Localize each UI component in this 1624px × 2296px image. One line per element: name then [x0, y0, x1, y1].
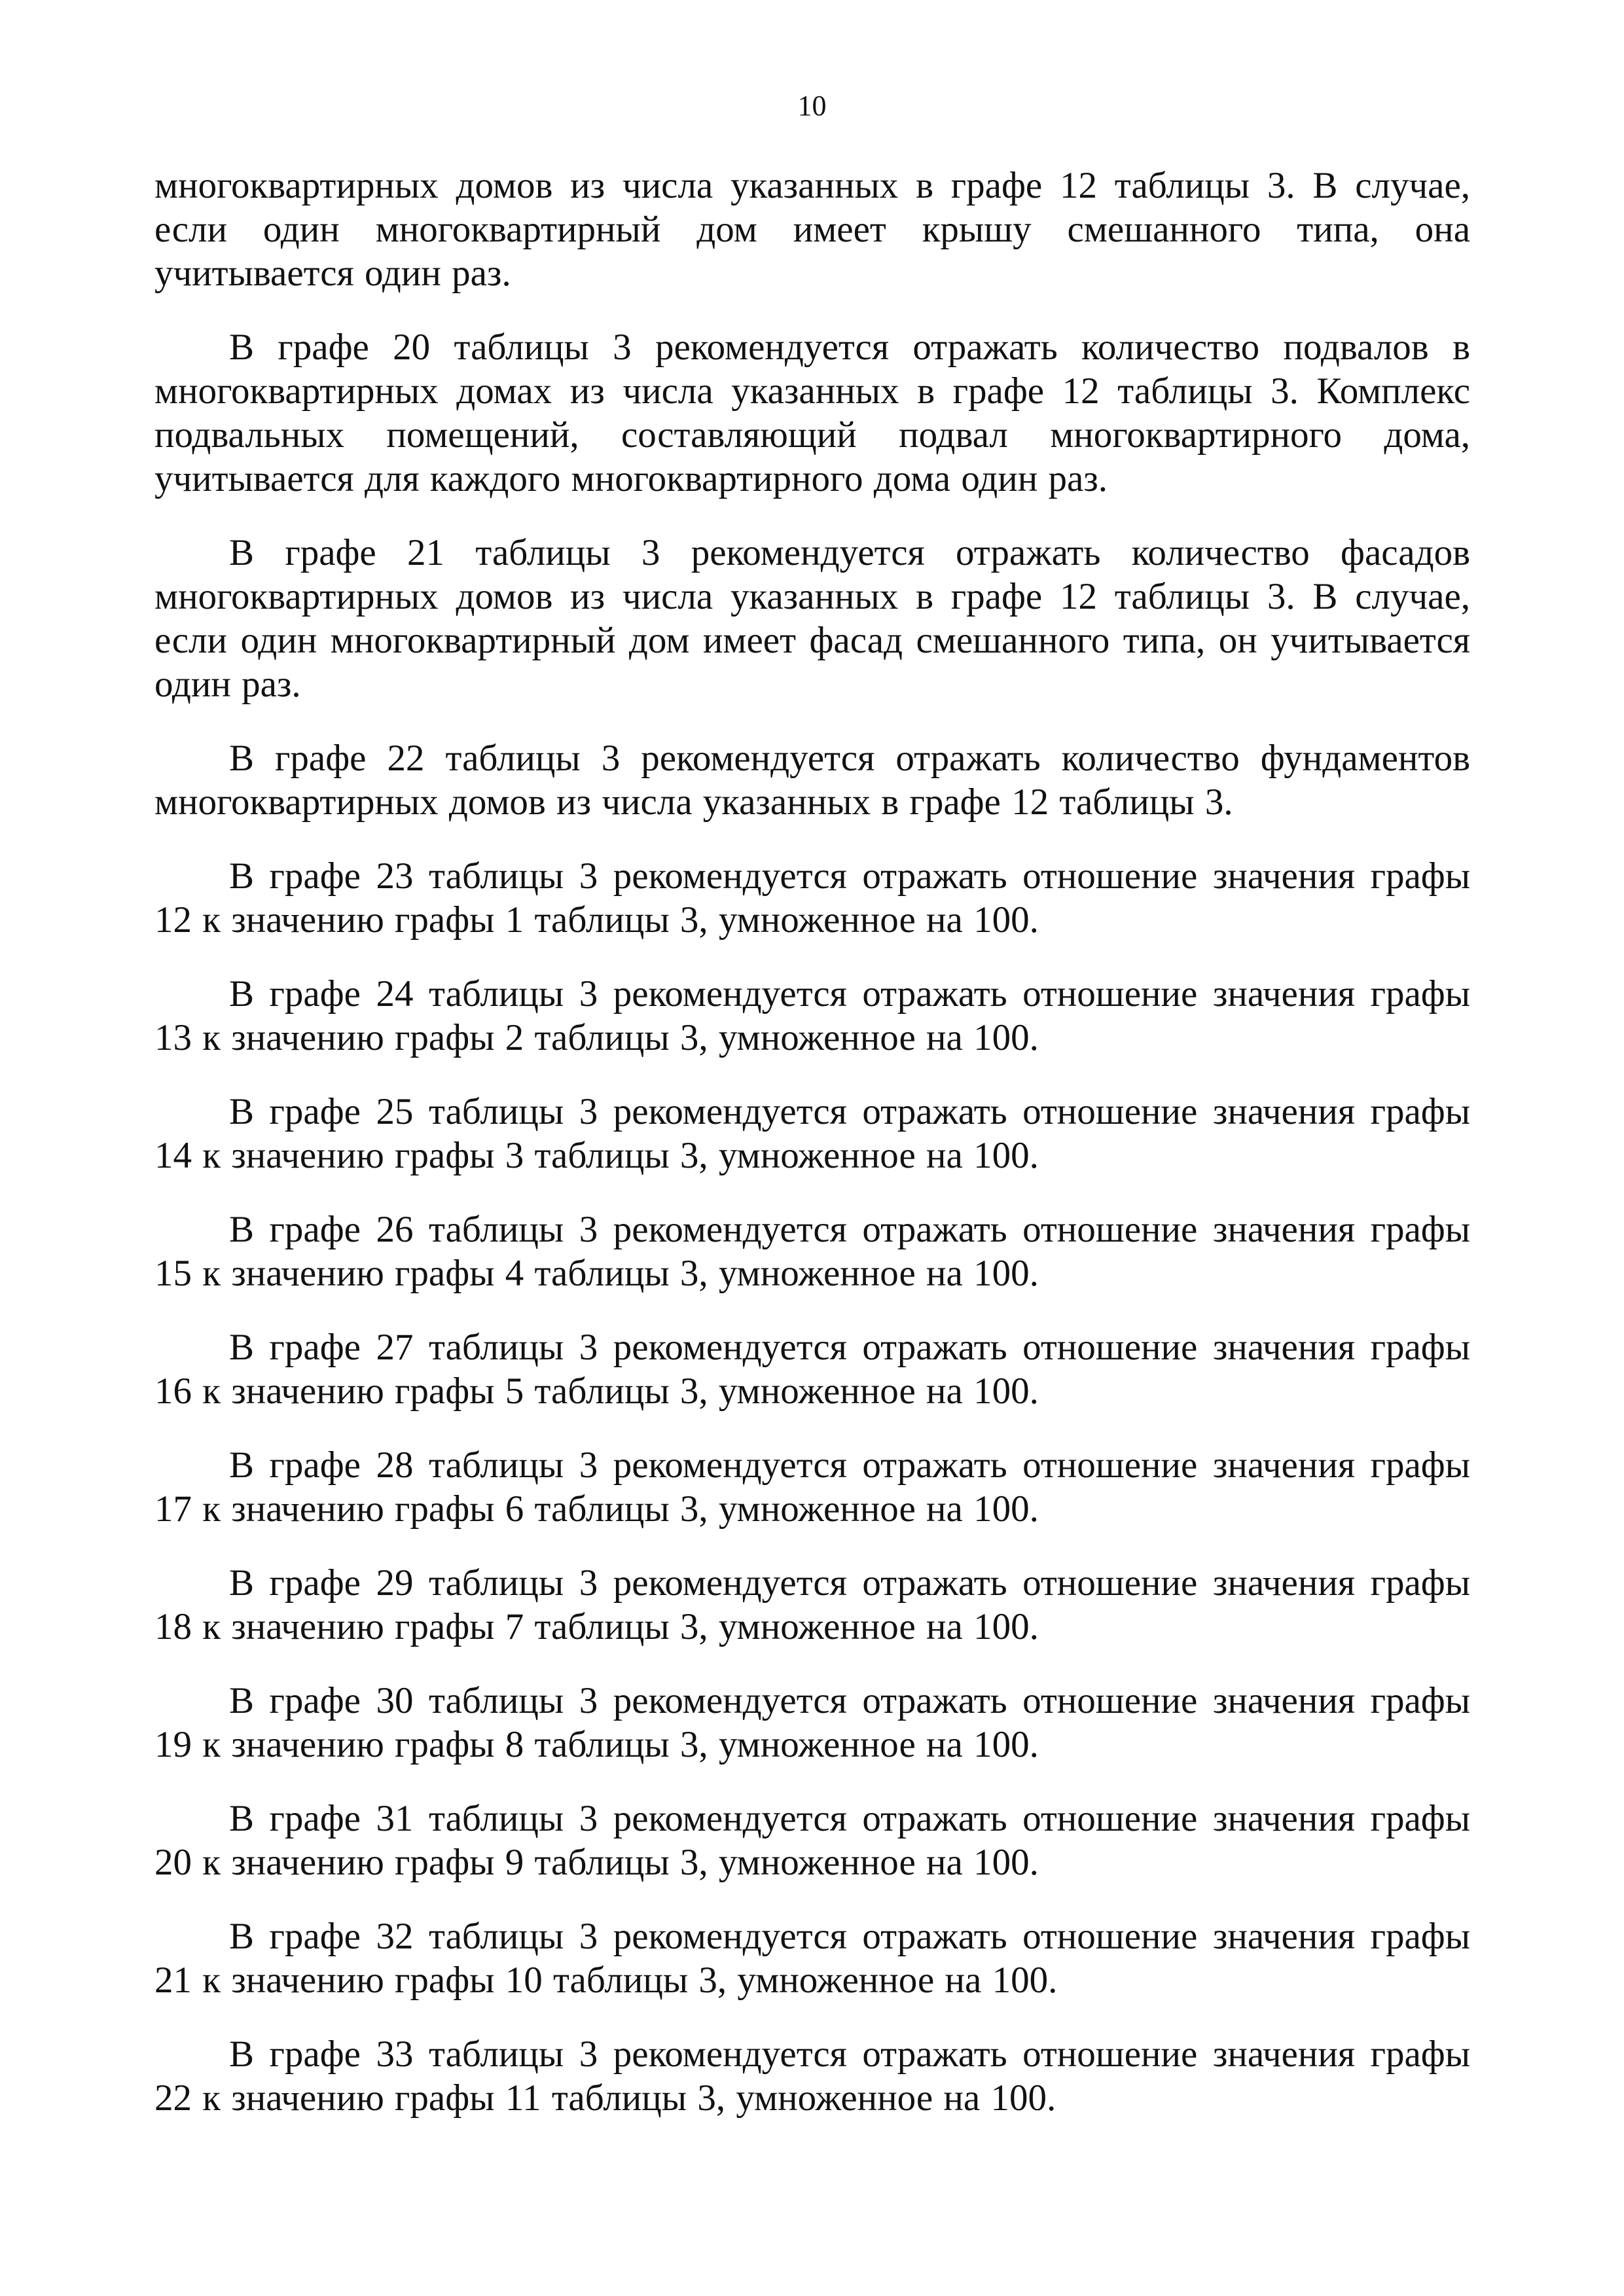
paragraph-column-30: В графе 30 таблицы 3 рекомендуется отражать отношение значения графы 19 к значению графы 8 таблицы 3, умноженное на 100. [154, 1680, 1470, 1765]
paragraph-continuation: многоквартирных домов из числа указанных в графе 12 таблицы 3. В случае, если один многоквартирный дом имеет крышу смешанного типа, она учитывается один раз. [154, 165, 1470, 294]
paragraph-column-33: В графе 33 таблицы 3 рекомендуется отражать отношение значения графы 22 к значению графы 11 таблицы 3, умноженное на 100. [154, 2034, 1470, 2119]
paragraph-column-22: В графе 22 таблицы 3 рекомендуется отражать количество фундаментов многоквартирных домов из числа указанных в графе 12 таблицы 3. [154, 738, 1470, 823]
paragraph-column-26: В графе 26 таблицы 3 рекомендуется отражать отношение значения графы 15 к значению графы 4 таблицы 3, умноженное на 100. [154, 1209, 1470, 1294]
paragraph-column-29: В графе 29 таблицы 3 рекомендуется отражать отношение значения графы 18 к значению графы 7 таблицы 3, умноженное на 100. [154, 1562, 1470, 1647]
body-text [154, 164, 1470, 2150]
paragraph-column-21: В графе 21 таблицы 3 рекомендуется отражать количество фасадов многоквартирных домов из числа указанных в графе 12 таблицы 3. В случае, если один многоквартирный дом имеет фасад смешанного типа, он учитывается один раз. [154, 532, 1470, 705]
paragraph-column-32: В графе 32 таблицы 3 рекомендуется отражать отношение значения графы 21 к значению графы 10 таблицы 3, умноженное на 100. [154, 1916, 1470, 2001]
page-number: 10 [797, 90, 827, 122]
paragraph-column-20: В графе 20 таблицы 3 рекомендуется отражать количество подвалов в многоквартирных домах из числа указанных в графе 12 таблицы 3. Комплекс подвальных помещений, составляющий подвал многоквартирного дома, учитывается для каждого многоквартирного дома один раз. [154, 327, 1470, 499]
paragraph-column-31: В графе 31 таблицы 3 рекомендуется отражать отношение значения графы 20 к значению графы 9 таблицы 3, умноженное на 100. [154, 1798, 1470, 1883]
paragraph-column-27: В графе 27 таблицы 3 рекомендуется отражать отношение значения графы 16 к значению графы 5 таблицы 3, умноженное на 100. [154, 1327, 1470, 1412]
paragraph-column-24: В графе 24 таблицы 3 рекомендуется отражать отношение значения графы 13 к значению графы 2 таблицы 3, умноженное на 100. [154, 973, 1470, 1058]
paragraph-column-25: В графе 25 таблицы 3 рекомендуется отражать отношение значения графы 14 к значению графы 3 таблицы 3, умноженное на 100. [154, 1091, 1470, 1176]
paragraph-column-28: В графе 28 таблицы 3 рекомендуется отражать отношение значения графы 17 к значению графы 6 таблицы 3, умноженное на 100. [154, 1444, 1470, 1530]
paragraph-column-23: В графе 23 таблицы 3 рекомендуется отражать отношение значения графы 12 к значению графы 1 таблицы 3, умноженное на 100. [154, 855, 1470, 941]
